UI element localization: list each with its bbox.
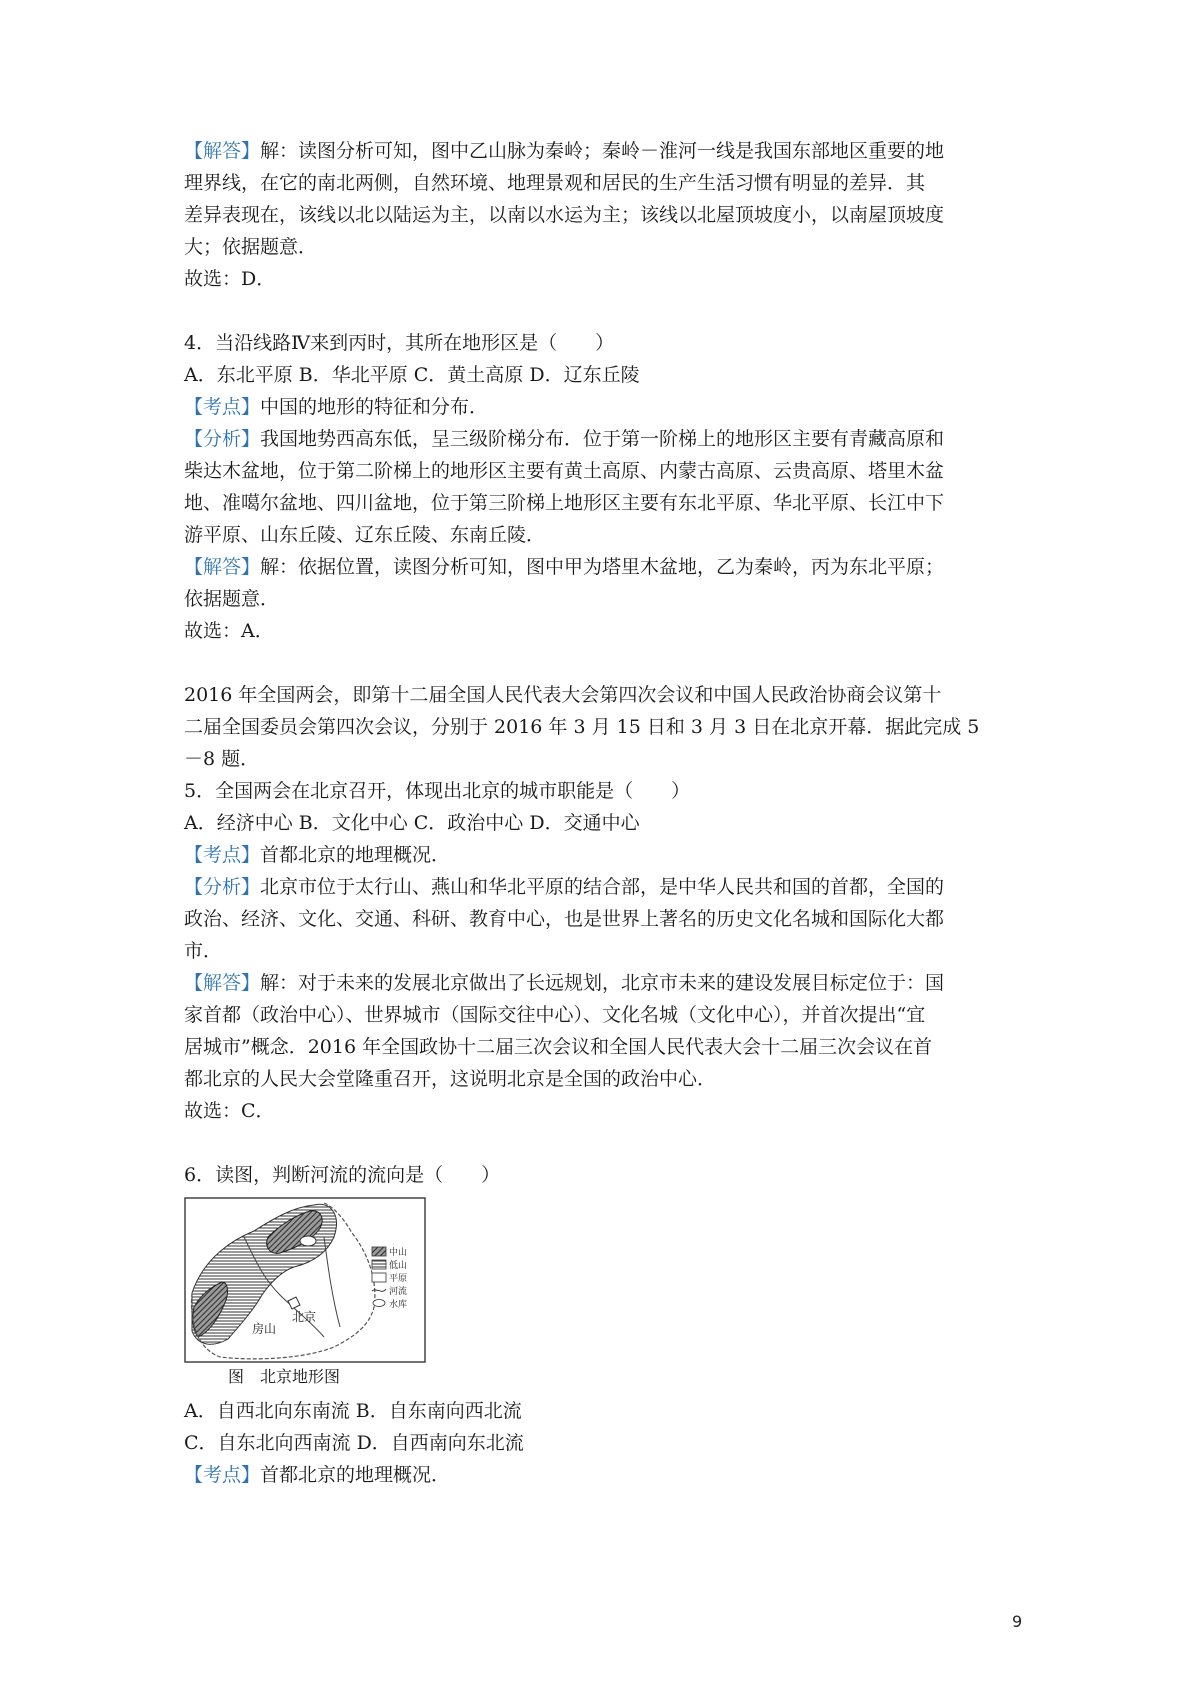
page-number: 9	[1012, 1612, 1023, 1631]
legend-label: 河流	[389, 1286, 408, 1296]
q5-answer-line: 都北京的人民大会堂隆重召开，这说明北京是全国的政治中心．	[184, 1068, 717, 1090]
intro-line: 二届全国委员会第四次会议，分别于 2016 年 3 月 15 日和 3 月 3 日在北京开幕．据此完成 5	[184, 716, 980, 738]
analysis-tag: 【分析】	[184, 876, 261, 898]
q3-answer-line: 【解答】解：读图分析可知，图中乙山脉为秦岭；秦岭－淮河一线是我国东部地区重要的地	[184, 140, 945, 162]
q5-analysis-line: 【分析】北京市位于太行山、燕山和华北平原的结合部，是中华人民共和国的首都，全国的	[184, 876, 945, 898]
beijing-terrain-map	[184, 1197, 446, 1387]
q5-answer-line: 【解答】解：对于未来的发展北京做出了长远规划，北京市未来的建设发展目标定位于：国	[184, 972, 945, 994]
q5-analysis-line: 市．	[184, 940, 223, 962]
q3-answer-line: 理界线，在它的南北两侧，自然环境、地理景观和居民的生产生活习惯有明显的差异．其	[184, 172, 926, 194]
q5-analysis-line: 政治、经济、文化、交通、科研、教育中心，也是世界上著名的历史文化名城和国际化大都	[184, 908, 945, 930]
map-legend	[372, 1246, 407, 1309]
legend-label: 低山	[389, 1260, 408, 1270]
q5-answer-line: 居城市”概念．2016 年全国政协十二届三次会议和全国人民代表大会十二届三次会议在首	[184, 1036, 933, 1058]
beijing-terrain-map-figure	[184, 1197, 446, 1391]
map-label-beijing: 北京	[292, 1310, 317, 1324]
legend-label: 中山	[389, 1247, 408, 1257]
q3-choice: 故选：D．	[184, 268, 276, 290]
q4-question: 4．当沿线路Ⅳ来到丙时，其所在地形区是（ ）	[184, 332, 615, 354]
answer-tag: 【解答】	[184, 972, 261, 994]
q4-analysis-line: 游平原、山东丘陵、辽东丘陵、东南丘陵．	[184, 524, 546, 546]
analysis-tag: 【分析】	[184, 428, 261, 450]
answer-tag: 【解答】	[184, 140, 261, 162]
q4-choice: 故选：A．	[184, 620, 274, 642]
point-tag: 【考点】	[184, 1464, 261, 1486]
legend-label: 平原	[389, 1273, 408, 1283]
q3-answer-line: 大；依据题意．	[184, 236, 318, 258]
q6-question: 6．读图，判断河流的流向是（ ）	[184, 1164, 501, 1186]
figure-caption: 图 北京地形图	[228, 1367, 341, 1386]
point-tag: 【考点】	[184, 396, 261, 418]
q5-question: 5．全国两会在北京召开，体现出北京的城市职能是（ ）	[184, 780, 691, 802]
reservoir	[300, 1236, 316, 1246]
answer-tag: 【解答】	[184, 556, 261, 578]
q5-answer-line: 家首都（政治中心）、世界城市（国际交往中心）、文化名城（文化中心），并首次提出“宜	[184, 1004, 926, 1026]
q4-options: A．东北平原 B．华北平原 C．黄土高原 D．辽东丘陵	[184, 364, 640, 386]
q6-options: A．自西北向东南流 B．自东南向西北流	[184, 1400, 522, 1422]
intro-line: －8 题．	[184, 748, 260, 770]
legend-label: 水库	[389, 1299, 408, 1309]
intro-line: 2016 年全国两会，即第十二届全国人民代表大会第四次会议和中国人民政治协商会议第十	[184, 684, 942, 706]
q5-options: A．经济中心 B．文化中心 C．政治中心 D．交通中心	[184, 812, 640, 834]
point-tag: 【考点】	[184, 844, 261, 866]
q4-answer-line: 依据题意．	[184, 588, 280, 610]
map-label-fangshan: 房山	[252, 1322, 277, 1336]
document-page	[184, 135, 1024, 1491]
q4-point: 【考点】中国的地形的特征和分布．	[184, 396, 489, 418]
q5-point: 【考点】首都北京的地理概况．	[184, 844, 451, 866]
q4-analysis-line: 柴达木盆地，位于第二阶梯上的地形区主要有黄土高原、内蒙古高原、云贵高原、塔里木盆	[184, 460, 945, 482]
q6-point: 【考点】首都北京的地理概况．	[184, 1464, 451, 1486]
q4-analysis-line: 地、准噶尔盆地、四川盆地，位于第三阶梯上地形区主要有东北平原、华北平原、长江中下	[184, 492, 945, 514]
q4-analysis-line: 【分析】我国地势西高东低，呈三级阶梯分布．位于第一阶梯上的地形区主要有青藏高原和	[184, 428, 945, 450]
q5-choice: 故选：C．	[184, 1100, 275, 1122]
q6-options: C．自东北向西南流 D．自西南向东北流	[184, 1432, 524, 1454]
q3-answer-line: 差异表现在，该线以北以陆运为主，以南以水运为主；该线以北屋顶坡度小，以南屋顶坡度	[184, 204, 945, 226]
q4-answer-line: 【解答】解：依据位置，读图分析可知，图中甲为塔里木盆地，乙为秦岭，丙为东北平原；	[184, 556, 945, 578]
